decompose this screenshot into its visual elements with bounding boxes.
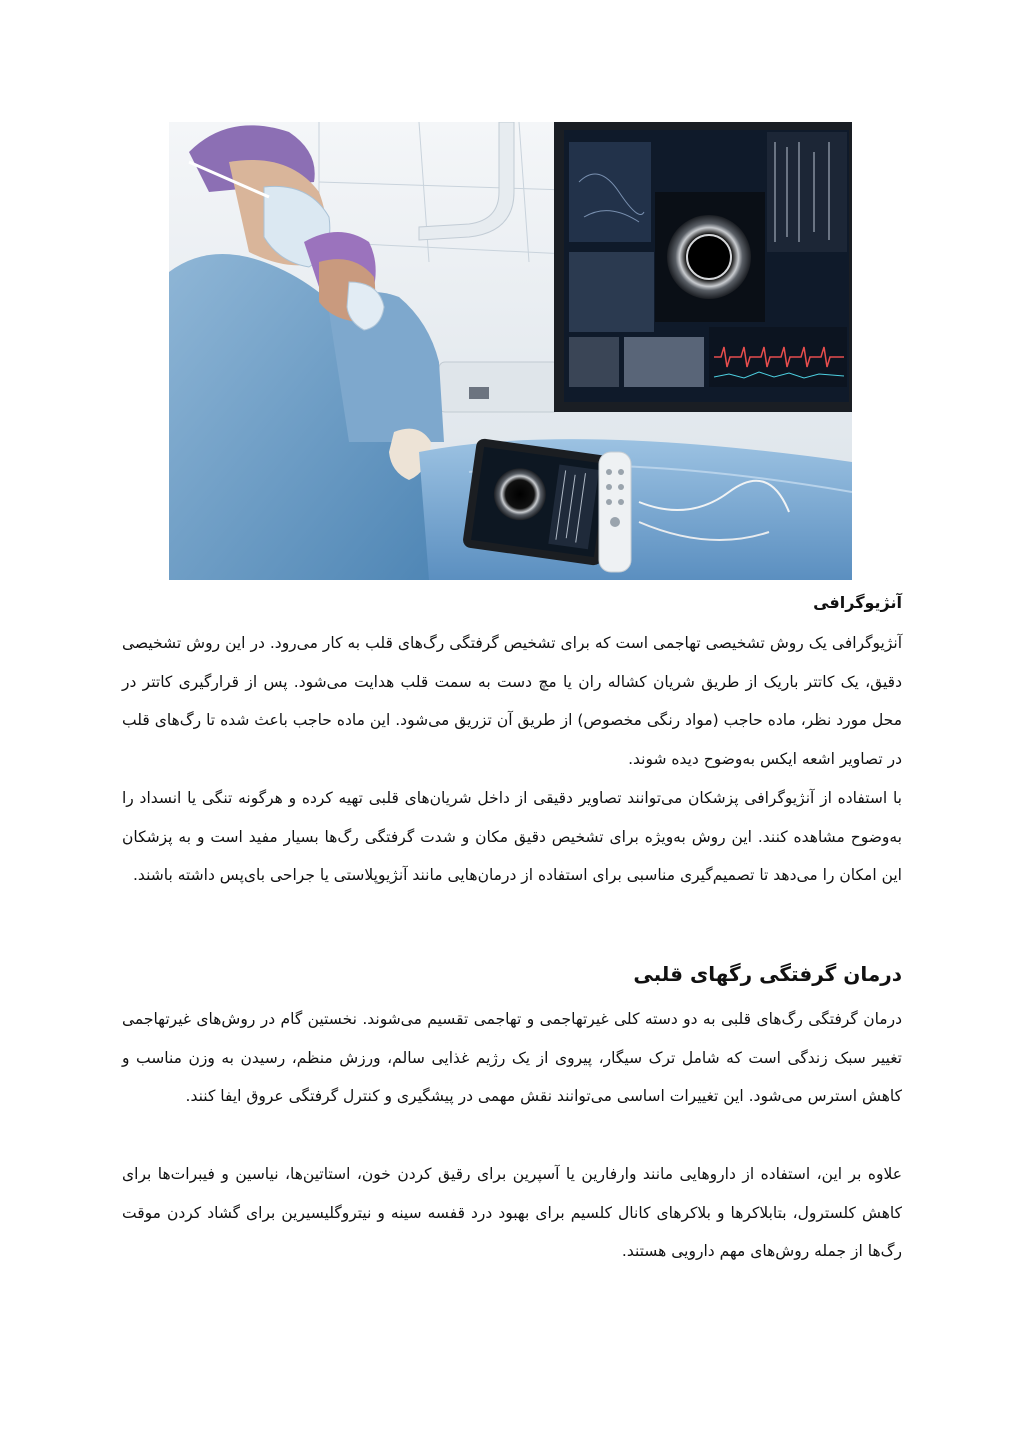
section-heading-treatment: درمان گرفتگی رگهای قلبی	[633, 962, 902, 986]
angiography-paragraph-2: با استفاده از آنژیوگرافی پزشکان می‌توانند تصاویر دقیقی از داخل شریان‌های قلبی تهیه کرده و هرگونه تنگی یا انسداد را به‌وضوح مشاهده کنند. این روش به‌ویژه برای تشخیص دقیق مکان و شدت گرفتگی رگ‌ها بسیار مفید است و به پزشکان این امکان را می‌دهد تا تصمیم‌گیری مناسبی برای استفاده از درمان‌هایی مانند آنژیوپلاستی یا جراحی بای‌پس داشته باشند.	[122, 789, 902, 884]
angiography-lab-photo	[169, 122, 852, 580]
treatment-paragraph-2: علاوه بر این، استفاده از داروهایی مانند وارفارین یا آسپرین برای رقیق کردن خون، استاتین‌ها، نیاسین و فیبرات‌ها برای کاهش کلسترول، بتابلاکرها و بلاکرهای کانال کلسیم برای بهبود درد قفسه سینه و نیتروگلیسیرین برای گشاد کردن موقت رگ‌ها از جمله روش‌های مهم دارویی هستند.	[122, 1165, 902, 1260]
treatment-paragraph-1: درمان گرفتگی رگ‌های قلبی به دو دسته کلی غیرتهاجمی و تهاجمی تقسیم می‌شوند. نخستین گام در روش‌های غیرتهاجمی تغییر سبک زندگی است که شامل ترک سیگار، پیروی از یک رژیم غذایی سالم، ورزش منظم، رسیدن به وزن مناسب و کاهش استرس می‌شود. این تغییرات اساسی می‌توانند نقش مهمی در پیشگیری و کنترل گرفتگی عروق ایفا کنند.	[122, 1010, 902, 1105]
angiography-paragraph-1: آنژیوگرافی یک روش تشخیصی تهاجمی است که برای تشخیص گرفتگی رگ‌های قلب به کار می‌رود. در این روش تشخیصی دقیق، یک کاتتر باریک از طریق شریان کشاله ران یا مچ دست به سمت قلب هدایت می‌شود. پس از قرارگیری کاتتر در محل مورد نظر، ماده حاجب (مواد رنگی مخصوص) از طریق آن تزریق می‌شود. این ماده حاجب باعث شده تا رگ‌های قلب در تصاویر اشعه ایکس به‌وضوح دیده شوند.	[122, 634, 902, 768]
section-heading-angiography: آنژیوگرافی	[813, 593, 902, 612]
